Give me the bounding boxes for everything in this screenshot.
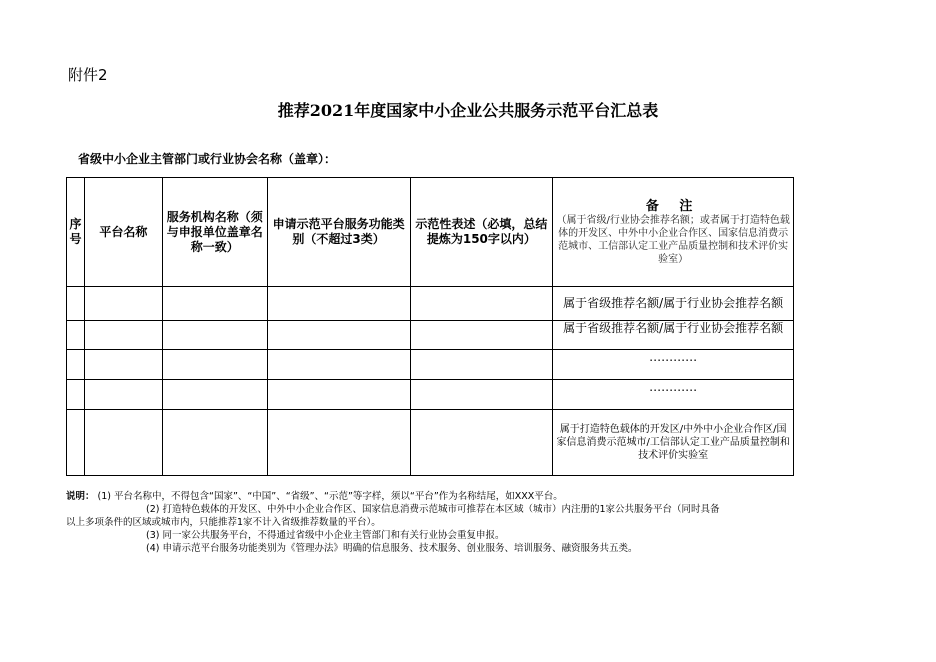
header-row <box>67 178 794 287</box>
header-category: 申请示范平台服务功能类别（不超过3类） <box>267 178 410 287</box>
note-1: (1) 平台名称中，不得包含“国家”、“中国”、“省级”、“示范”等字样，须以“平台”作为名称结尾，如XXX平台。 <box>97 491 563 502</box>
header-demo: 示范性表述（必填，总结提炼为150字以内） <box>410 178 553 287</box>
remark-cell[interactable]: 属于省级推荐名额/属于行业协会推荐名额 <box>553 287 794 321</box>
table-row <box>67 321 794 350</box>
remark-cell[interactable]: 属于打造特色载体的开发区/中外中小企业合作区/国家信息消费示范城市/工信部认定工业产品质量控制和技术评价实验室 <box>553 410 794 476</box>
note-3: (3) 同一家公共服务平台，不得通过省级中小企业主管部门和有关行业协会重复申报。 <box>146 530 505 541</box>
attachment-label: 附件2 <box>68 66 108 84</box>
table-row <box>67 380 794 410</box>
remarks-note: （属于省级/行业协会推荐名额；或者属于打造特色载体的开发区、中外中小企业合作区、国家信息消费示范城市、工信部认定工业产品质量控制和技术评价实验室） <box>556 214 790 265</box>
page-title: 推荐2021年度国家中小企业公共服务示范平台汇总表 <box>277 101 659 120</box>
header-remarks <box>553 178 794 287</box>
notes <box>66 490 796 555</box>
org-label: 省级中小企业主管部门或行业协会名称（盖章）： <box>78 152 337 166</box>
table-row <box>67 350 794 380</box>
table-row <box>67 287 794 321</box>
header-agency: 服务机构名称（须与申报单位盖章名称一致） <box>162 178 267 287</box>
summary-table <box>66 177 794 476</box>
note-2a: (2) 打造特色载体的开发区、中外中小企业合作区、国家信息消费示范城市可推荐在本区域（城市）内注册的1家公共服务平台（同时具备 <box>146 504 720 515</box>
note-4: (4) 申请示范平台服务功能类别为《管理办法》明确的信息服务、技术服务、创业服务、培训服务、融资服务共五类。 <box>146 543 638 554</box>
notes-label: 说明： <box>66 491 95 502</box>
remark-cell[interactable]: ………… <box>553 350 794 380</box>
remark-cell[interactable]: 属于省级推荐名额/属于行业协会推荐名额 <box>553 321 794 350</box>
table-row <box>67 410 794 476</box>
remark-cell[interactable]: ………… <box>553 380 794 410</box>
note-2b: 以上多项条件的区域或城市内，只能推荐1家不计入省级推荐数量的平台）。 <box>66 517 381 528</box>
remarks-title: 备 注 <box>645 198 701 214</box>
header-seq: 序号 <box>67 178 85 287</box>
header-platform: 平台名称 <box>84 178 162 287</box>
